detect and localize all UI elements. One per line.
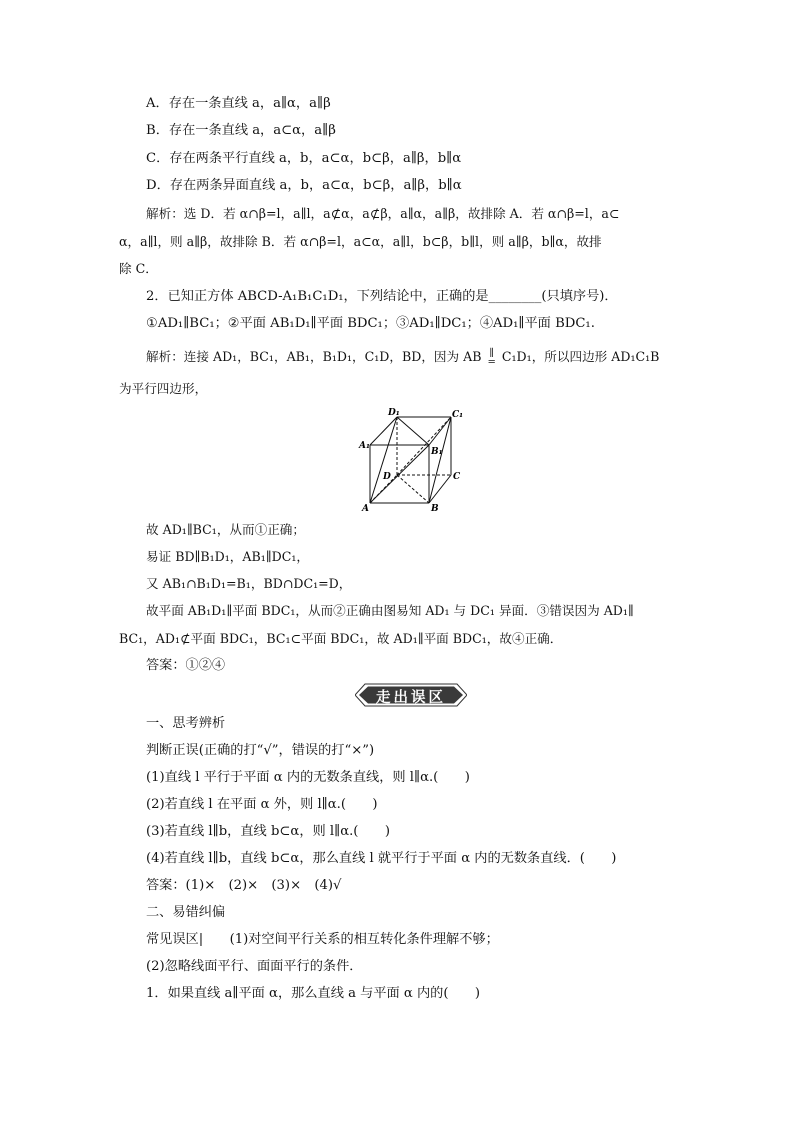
label-d: D: [383, 472, 391, 482]
label-a1: A₁: [359, 441, 370, 451]
section2-heading: 二、易错纠偏: [146, 905, 226, 920]
analysis2-line1-post: C₁D₁，所以四边形 AD₁C₁B: [501, 349, 660, 364]
section1-instruction: 判断正误(正确的打“√”，错误的打“×”): [146, 743, 375, 758]
analysis2-line3: 故 AD₁∥BC₁，从而①正确；: [146, 522, 305, 537]
question2-stem: 2．已知正方体 ABCD-A₁B₁C₁D₁，下列结论中，正确的是________(只填序号)．: [146, 289, 618, 304]
label-b1: B₁: [431, 447, 443, 457]
label-c1: C₁: [452, 410, 464, 420]
question2-choices: ①AD₁∥BC₁；②平面 AB₁D₁∥平面 BDC₁；③AD₁∥DC₁；④AD₁∥平面 BDC₁.: [146, 316, 595, 331]
cube-figure: [358, 405, 468, 515]
analysis2-line7: BC₁，AD₁⊄平面 BDC₁，BC₁⊂平面 BDC₁，故 AD₁∥平面 BDC₁，故④正确．: [119, 631, 563, 646]
label-d1: D₁: [388, 408, 400, 418]
section2-line1: 常见误区| (1)对空间平行关系的相互转化条件理解不够；: [146, 932, 499, 947]
answer2: 答案：①②④: [146, 658, 226, 673]
judge-item-1: (1)直线 l 平行于平面 α 内的无数条直线，则 l∥α.( ): [146, 770, 470, 785]
label-b: B: [431, 504, 439, 514]
analysis2-line4: 易证 BD∥B₁D₁，AB₁∥DC₁，: [146, 549, 309, 564]
analysis2-line6: 故平面 AB₁D₁∥平面 BDC₁，从而②正确由图易知 AD₁ 与 DC₁ 异面．③错误因为 AD₁∥: [146, 603, 634, 618]
banner-title: 走出误区: [376, 690, 446, 706]
analysis1-line3: 除 C．: [119, 261, 158, 276]
analysis2-line1: [146, 348, 659, 367]
option-b: B．存在一条直线 a，a⊂α，a∥β: [146, 123, 336, 138]
label-c: C: [453, 472, 461, 482]
option-d: D．存在两条异面直线 a，b，a⊂α，b⊂β，a∥β，b∥α: [146, 178, 462, 193]
judge-item-3: (3)若直线 l∥b，直线 b⊂α，则 l∥α.( ): [146, 824, 390, 839]
option-a: A．存在一条直线 a，a∥α，a∥β: [146, 96, 331, 111]
label-a: A: [362, 504, 369, 514]
parallel-equal-symbol: ∥ =: [487, 347, 496, 368]
option-c: C．存在两条平行直线 a，b，a⊂α，b⊂β，a∥β，b∥α: [146, 151, 462, 166]
section1-heading: 一、思考辨析: [146, 716, 226, 731]
section2-line2: (2)忽略线面平行、面面平行的条件．: [146, 959, 363, 974]
analysis1-line2: α，a∥l，则 a∥β，故排除 B．若 α∩β=l，a⊂α，a∥l，b⊂β，b∥l，则 a∥β，b∥α，故排: [119, 234, 602, 249]
section2-question1: 1．如果直线 a∥平面 α，那么直线 a 与平面 α 内的( ): [146, 986, 481, 1001]
judge-item-2: (2)若直线 l 在平面 α 外，则 l∥α.( ): [146, 797, 378, 812]
analysis2-line2: 为平行四边形，: [119, 381, 208, 396]
judge-item-4: (4)若直线 l∥b，直线 b⊂α，那么直线 l 就平行于平面 α 内的无数条直线．( ): [146, 851, 617, 866]
analysis2-line5: 又 AB₁∩B₁D₁=B₁，BD∩DC₁=D，: [146, 576, 352, 591]
section1-answer: 答案：(1)× (2)× (3)× (4)√: [146, 878, 342, 893]
analysis2-line1-pre: 解析：连接 AD₁，BC₁，AB₁，B₁D₁，C₁D，BD，因为 AB: [146, 349, 482, 364]
section-banner: [355, 682, 467, 708]
analysis1-line1: 解析：选 D．若 α∩β=l，a∥l，a⊄α，a⊄β，a∥α，a∥β，故排除 A．若 α∩β=l，a⊂: [146, 206, 620, 221]
